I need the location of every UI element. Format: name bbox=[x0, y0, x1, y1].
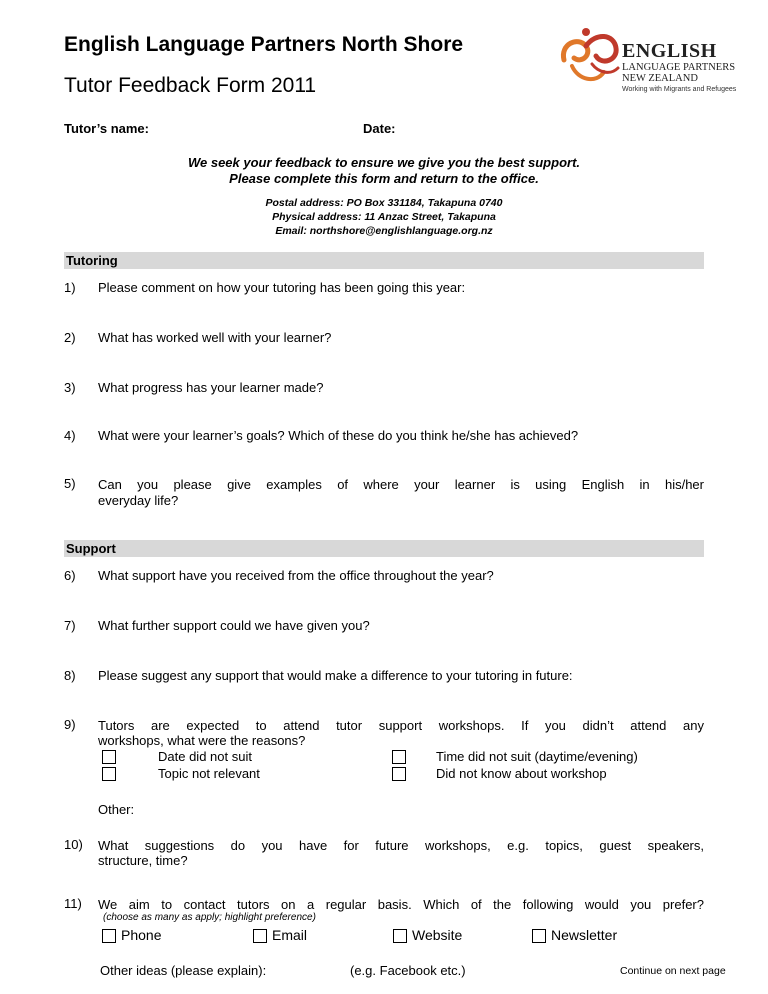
intro-line-2: Please complete this form and return to the office. bbox=[229, 171, 539, 186]
date-did-not-suit-label: Date did not suit bbox=[158, 749, 252, 764]
email-checkbox[interactable] bbox=[253, 929, 267, 943]
question-number: 4) bbox=[64, 428, 76, 443]
other-reason-label: Other: bbox=[98, 802, 135, 817]
did-not-know-label: Did not know about workshop bbox=[436, 766, 607, 781]
question-number: 7) bbox=[64, 618, 76, 633]
newsletter-checkbox[interactable] bbox=[532, 929, 546, 943]
question-11-note: (choose as many as apply; highlight preference) bbox=[103, 912, 316, 923]
question-5-text-line-2: everyday life? bbox=[98, 493, 179, 508]
question-1-text: Please comment on how your tutoring has been going this year: bbox=[98, 280, 466, 295]
date-did-not-suit-checkbox[interactable] bbox=[102, 750, 116, 764]
other-ideas-example: (e.g. Facebook etc.) bbox=[350, 963, 466, 978]
date-label: Date: bbox=[363, 121, 396, 136]
website-checkbox[interactable] bbox=[393, 929, 407, 943]
form-title: Tutor Feedback Form 2011 bbox=[64, 74, 317, 97]
question-number: 6) bbox=[64, 568, 76, 583]
logo-tagline: Working with Migrants and Refugees bbox=[622, 86, 737, 93]
phone-label: Phone bbox=[121, 927, 162, 943]
organisation-title: English Language Partners North Shore bbox=[64, 33, 464, 56]
question-5-text-line-1: Can you please give examples of where your learner is using English in his/her bbox=[98, 477, 704, 492]
newsletter-label: Newsletter bbox=[551, 927, 618, 943]
section-heading-label: Support bbox=[66, 541, 116, 556]
section-heading-tutoring bbox=[64, 252, 704, 269]
email-address: Email: northshore@englishlanguage.org.nz bbox=[275, 225, 493, 237]
email-label: Email bbox=[272, 927, 308, 943]
question-number: 5) bbox=[64, 476, 76, 491]
postal-address: Postal address: PO Box 331184, Takapuna 0740 bbox=[265, 197, 503, 209]
logo-text-english: ENGLISH bbox=[622, 40, 717, 62]
question-11-text-line-1: We aim to contact tutors on a regular basis. Which of the following would you prefer? bbox=[98, 897, 704, 912]
logo-text-new-zealand: NEW ZEALAND bbox=[622, 73, 698, 84]
question-number: 10) bbox=[64, 837, 83, 852]
intro-line-1: We seek your feedback to ensure we give you the best support. bbox=[187, 155, 581, 170]
question-number: 11) bbox=[64, 896, 82, 911]
other-ideas-label: Other ideas (please explain): bbox=[100, 963, 267, 978]
section-heading-support bbox=[64, 540, 704, 557]
question-4-text: What were your learner’s goals? Which of these do you think he/she has achieved? bbox=[98, 428, 579, 443]
phone-checkbox[interactable] bbox=[102, 929, 116, 943]
question-10-text-line-2: structure, time? bbox=[98, 853, 188, 868]
question-6-text: What support have you received from the office throughout the year? bbox=[98, 568, 494, 583]
tutor-name-label: Tutor’s name: bbox=[64, 121, 149, 136]
question-10-text-line-1: What suggestions do you have for future workshops, e.g. topics, guest speakers, bbox=[98, 838, 704, 853]
website-label: Website bbox=[412, 927, 463, 943]
topic-not-relevant-checkbox[interactable] bbox=[102, 767, 116, 781]
question-3-text: What progress has your learner made? bbox=[98, 380, 324, 395]
time-did-not-suit-checkbox[interactable] bbox=[392, 750, 406, 764]
physical-address: Physical address: 11 Anzac Street, Takapuna bbox=[272, 211, 496, 223]
question-number: 1) bbox=[64, 280, 76, 295]
question-number: 3) bbox=[64, 380, 76, 395]
question-8-text: Please suggest any support that would make a difference to your tutoring in future: bbox=[98, 668, 573, 683]
logo-swirl-icon bbox=[556, 22, 626, 96]
question-number: 9) bbox=[64, 717, 76, 732]
section-heading-label: Tutoring bbox=[66, 253, 118, 268]
did-not-know-checkbox[interactable] bbox=[392, 767, 406, 781]
logo-text-language-partners: LANGUAGE PARTNERS bbox=[622, 62, 736, 73]
topic-not-relevant-label: Topic not relevant bbox=[158, 766, 260, 781]
question-number: 8) bbox=[64, 668, 76, 683]
question-9-text-line-1: Tutors are expected to attend tutor support workshops. If you didn’t attend any bbox=[98, 718, 704, 733]
continue-next-page-note: Continue on next page bbox=[620, 965, 726, 977]
question-7-text: What further support could we have given you? bbox=[98, 618, 370, 633]
time-did-not-suit-label: Time did not suit (daytime/evening) bbox=[436, 749, 638, 764]
question-9-text-line-2: workshops, what were the reasons? bbox=[98, 733, 306, 748]
question-number: 2) bbox=[64, 330, 76, 345]
question-2-text: What has worked well with your learner? bbox=[98, 330, 332, 345]
